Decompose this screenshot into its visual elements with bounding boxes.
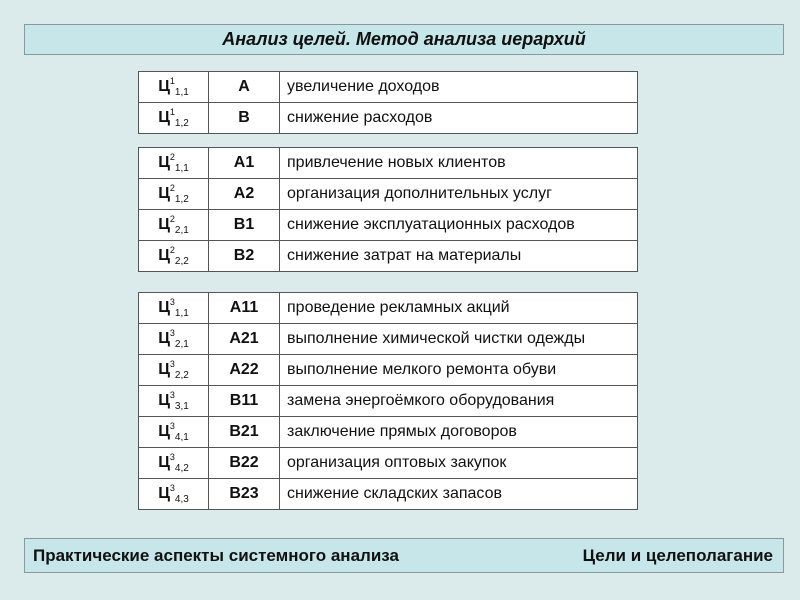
goal-code-letter: Ц [158,361,170,378]
goal-code-level: 1 [169,107,175,117]
goal-code [139,293,209,324]
goal-description: снижение эксплуатационных расходов [280,210,638,241]
goal-description: выполнение мелкого ремонта обуви [280,355,638,386]
table-row [139,103,638,134]
goal-code-letter: Ц [158,392,170,409]
footer-course-title: Практические аспекты системного анализа [33,545,399,565]
goals-table-level-3 [138,292,638,510]
goal-code-letter: Ц [158,485,170,502]
goal-description: увеличение доходов [280,72,638,103]
goal-code [139,72,209,103]
goal-code-level: 2 [169,183,175,193]
goal-code-index: 4,2 [174,463,189,474]
goal-code-level: 3 [169,297,175,307]
goal-code [139,148,209,179]
table-row [139,324,638,355]
goal-code-index: 2,2 [174,256,189,267]
goal-code-level: 3 [169,483,175,493]
goal-label: B [209,103,280,134]
table-row [139,293,638,324]
goal-code-level: 3 [169,328,175,338]
goal-code-level: 2 [169,214,175,224]
table-row [139,355,638,386]
goal-code-index: 1,1 [174,308,189,319]
goal-code-index: 2,1 [174,225,189,236]
table-row [139,241,638,272]
goal-code-letter: Ц [158,109,170,126]
goal-label: A11 [209,293,280,324]
goal-code-index: 3,1 [174,401,189,412]
goal-description: организация оптовых закупок [280,448,638,479]
goal-code-letter: Ц [158,216,170,233]
goal-description: замена энергоёмкого оборудования [280,386,638,417]
goal-code-index: 1,2 [174,194,189,205]
goal-code-letter: Ц [158,185,170,202]
goal-code-level: 3 [169,452,175,462]
goal-label: B21 [209,417,280,448]
goal-code-index: 4,1 [174,432,189,443]
goal-code-letter: Ц [158,154,170,171]
goal-description: выполнение химической чистки одежды [280,324,638,355]
goal-label: B11 [209,386,280,417]
goal-label: B2 [209,241,280,272]
goal-code-level: 3 [169,390,175,400]
goal-label: A22 [209,355,280,386]
goal-code [139,210,209,241]
table-row [139,479,638,510]
goal-label: B23 [209,479,280,510]
goal-code-level: 2 [169,245,175,255]
goal-label: B1 [209,210,280,241]
goal-description: проведение рекламных акций [280,293,638,324]
goals-table-level-1 [138,71,638,134]
goal-code [139,103,209,134]
goal-code [139,479,209,510]
table-row [139,417,638,448]
goal-label: A21 [209,324,280,355]
goal-code-index: 4,3 [174,494,189,505]
goal-code [139,386,209,417]
goal-code [139,417,209,448]
goal-code [139,324,209,355]
goal-description: организация дополнительных услуг [280,179,638,210]
goal-label: A [209,72,280,103]
goal-label: A1 [209,148,280,179]
goal-label: B22 [209,448,280,479]
goal-description: снижение расходов [280,103,638,134]
goal-code-level: 1 [169,76,175,86]
goal-code-letter: Ц [158,78,170,95]
goal-code-letter: Ц [158,330,170,347]
goal-label: A2 [209,179,280,210]
goal-code [139,448,209,479]
goal-code-index: 2,1 [174,339,189,350]
goal-code-index: 1,1 [174,87,189,98]
goal-code-level: 2 [169,152,175,162]
table-row [139,210,638,241]
table-row [139,448,638,479]
goal-description: заключение прямых договоров [280,417,638,448]
goal-code [139,179,209,210]
goal-code-letter: Ц [158,247,170,264]
table-row [139,386,638,417]
footer-bar [24,538,784,573]
slide-title: Анализ целей. Метод анализа иерархий [24,24,784,55]
goal-code-letter: Ц [158,299,170,316]
goal-code-letter: Ц [158,423,170,440]
goal-code-level: 3 [169,421,175,431]
goal-description: снижение затрат на материалы [280,241,638,272]
table-row [139,179,638,210]
goal-code [139,241,209,272]
goal-code-letter: Ц [158,454,170,471]
goal-description: снижение складских запасов [280,479,638,510]
table-row [139,72,638,103]
goal-code-index: 1,2 [174,118,189,129]
table-row [139,148,638,179]
goals-table-level-2 [138,147,638,272]
goal-code-index: 2,2 [174,370,189,381]
goal-description: привлечение новых клиентов [280,148,638,179]
goal-code-index: 1,1 [174,163,189,174]
goal-code-level: 3 [169,359,175,369]
goal-code [139,355,209,386]
footer-section-title: Цели и целеполагание [582,545,773,565]
